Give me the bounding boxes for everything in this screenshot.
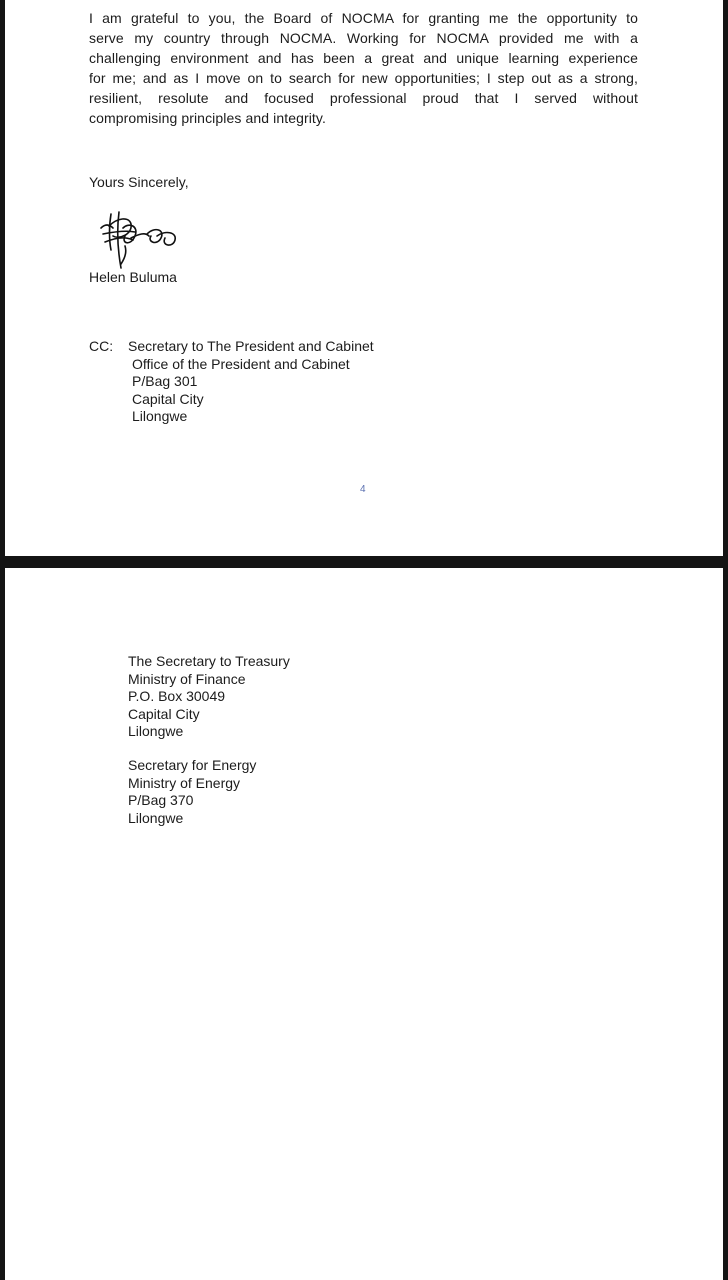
cc-recipient-address [128, 338, 374, 426]
address-line: Office of the President and Cabinet [132, 355, 350, 372]
cc-label: CC: [89, 338, 114, 354]
page-number: 4 [360, 484, 366, 495]
address-line: Lilongwe [128, 723, 184, 739]
address-line: Secretary for Energy [128, 757, 257, 773]
address-line: The Secretary to Treasury [128, 653, 290, 669]
signer-name: Helen Buluma [89, 269, 177, 285]
address-line: Ministry of Energy [128, 774, 241, 791]
handwritten-signature [95, 206, 187, 276]
address-line: Ministry of Finance [128, 670, 246, 687]
cc-recipient-address [128, 653, 290, 741]
address-line: P/Bag 301 [132, 373, 198, 389]
cc-recipient-address [128, 757, 256, 827]
address-line: P/Bag 370 [128, 792, 194, 808]
paragraph-line: resilient, resolute and focused professional proud that I served without [89, 90, 638, 106]
paragraph-line: for me; and as I move on to search for new opportunities; I step out as a strong, [89, 70, 638, 86]
letter-closing: Yours Sincerely, [89, 174, 189, 190]
closing-paragraph [89, 8, 638, 128]
paragraph-line: compromising principles and integrity. [89, 110, 326, 126]
address-line: P.O. Box 30049 [128, 688, 226, 704]
paragraph-line: challenging environment and has been a great and unique learning experience [89, 50, 638, 66]
letter-page-5 [5, 568, 723, 1280]
address-line: Capital City [128, 705, 200, 722]
address-line: Capital City [132, 390, 204, 407]
address-line: Lilongwe [128, 809, 184, 826]
letter-page-4 [5, 0, 723, 556]
address-line: Lilongwe [132, 408, 188, 424]
paragraph-line: serve my country through NOCMA. Working for NOCMA provided me with a [89, 30, 638, 46]
paragraph-line: I am grateful to you, the Board of NOCMA for granting me the opportunity to [89, 10, 638, 26]
address-line: Secretary to The President and Cabinet [128, 338, 374, 354]
